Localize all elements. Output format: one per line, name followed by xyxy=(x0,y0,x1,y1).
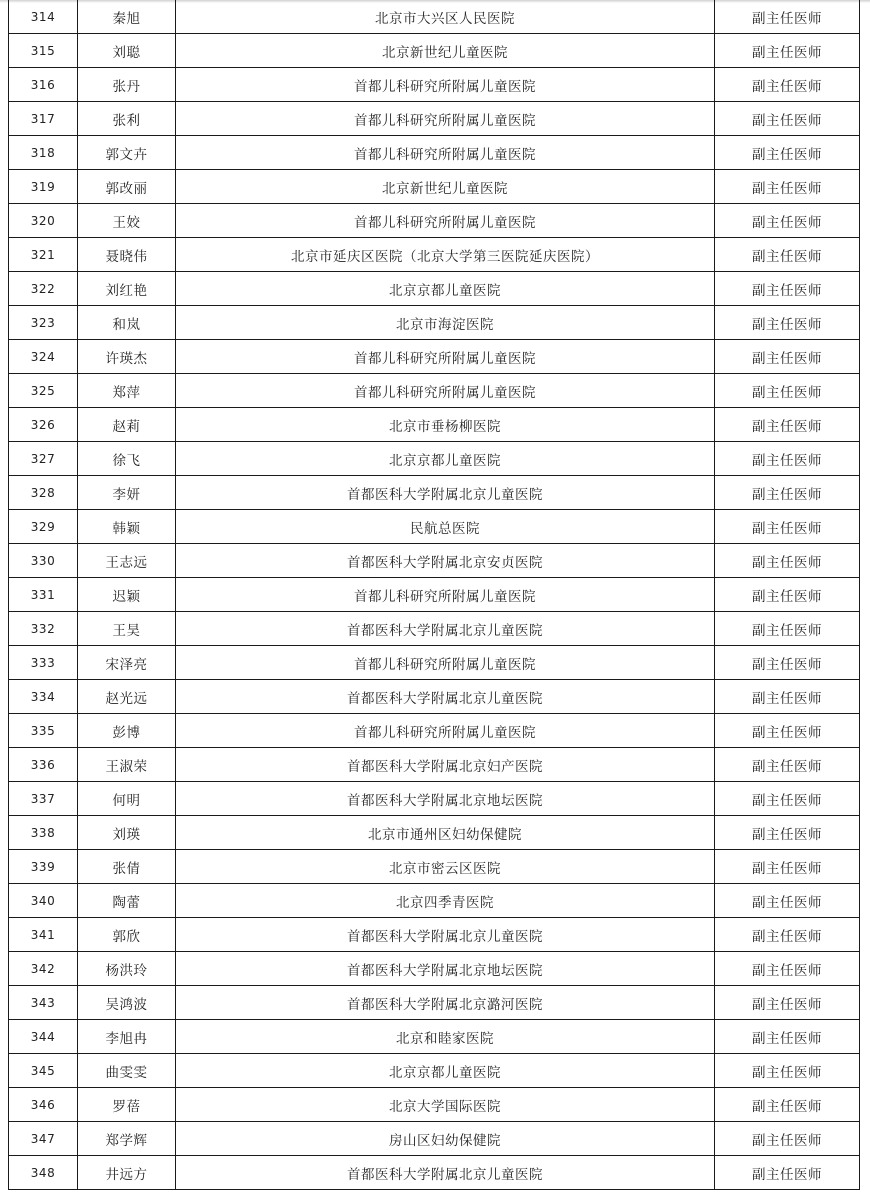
physician-name-cell: 韩颖 xyxy=(78,510,176,544)
professional-title-cell: 副主任医师 xyxy=(715,1054,860,1088)
hospital-name-cell: 首都医科大学附属北京地坛医院 xyxy=(176,952,715,986)
hospital-name-cell: 首都儿科研究所附属儿童医院 xyxy=(176,136,715,170)
row-number-cell: 327 xyxy=(9,442,78,476)
table-body xyxy=(9,0,860,1190)
table-row xyxy=(9,170,860,204)
row-number-cell: 333 xyxy=(9,646,78,680)
hospital-name-cell: 首都儿科研究所附属儿童医院 xyxy=(176,374,715,408)
table-row xyxy=(9,816,860,850)
table-row xyxy=(9,714,860,748)
table-row xyxy=(9,952,860,986)
row-number-cell: 336 xyxy=(9,748,78,782)
table-row xyxy=(9,510,860,544)
physician-name-cell: 王昊 xyxy=(78,612,176,646)
hospital-name-cell: 首都医科大学附属北京潞河医院 xyxy=(176,986,715,1020)
table-row xyxy=(9,986,860,1020)
professional-title-cell: 副主任医师 xyxy=(715,816,860,850)
hospital-name-cell: 民航总医院 xyxy=(176,510,715,544)
table-row xyxy=(9,646,860,680)
hospital-name-cell: 首都医科大学附属北京儿童医院 xyxy=(176,680,715,714)
professional-title-cell: 副主任医师 xyxy=(715,272,860,306)
professional-title-cell: 副主任医师 xyxy=(715,1020,860,1054)
professional-title-cell: 副主任医师 xyxy=(715,340,860,374)
row-number-cell: 324 xyxy=(9,340,78,374)
physician-name-cell: 迟颖 xyxy=(78,578,176,612)
physician-name-cell: 秦旭 xyxy=(78,0,176,34)
hospital-name-cell: 北京市延庆区医院（北京大学第三医院延庆医院） xyxy=(176,238,715,272)
professional-title-cell: 副主任医师 xyxy=(715,578,860,612)
professional-title-cell: 副主任医师 xyxy=(715,204,860,238)
hospital-name-cell: 北京四季青医院 xyxy=(176,884,715,918)
physician-name-cell: 赵莉 xyxy=(78,408,176,442)
physician-name-cell: 刘红艳 xyxy=(78,272,176,306)
physician-name-cell: 井远方 xyxy=(78,1156,176,1190)
professional-title-cell: 副主任医师 xyxy=(715,1088,860,1122)
table-row xyxy=(9,476,860,510)
physician-name-cell: 郑学辉 xyxy=(78,1122,176,1156)
professional-title-cell: 副主任医师 xyxy=(715,918,860,952)
professional-title-cell: 副主任医师 xyxy=(715,374,860,408)
hospital-name-cell: 首都医科大学附属北京儿童医院 xyxy=(176,918,715,952)
professional-title-cell: 副主任医师 xyxy=(715,306,860,340)
row-number-cell: 322 xyxy=(9,272,78,306)
physician-name-cell: 许瑛杰 xyxy=(78,340,176,374)
row-number-cell: 328 xyxy=(9,476,78,510)
physician-name-cell: 李旭冉 xyxy=(78,1020,176,1054)
physician-name-cell: 吴鸿波 xyxy=(78,986,176,1020)
physician-name-cell: 宋泽亮 xyxy=(78,646,176,680)
professional-title-cell: 副主任医师 xyxy=(715,952,860,986)
professional-title-cell: 副主任医师 xyxy=(715,442,860,476)
professional-title-cell: 副主任医师 xyxy=(715,238,860,272)
row-number-cell: 331 xyxy=(9,578,78,612)
hospital-name-cell: 北京新世纪儿童医院 xyxy=(176,34,715,68)
physician-name-cell: 张丹 xyxy=(78,68,176,102)
hospital-name-cell: 首都医科大学附属北京儿童医院 xyxy=(176,612,715,646)
table-row xyxy=(9,680,860,714)
professional-title-cell: 副主任医师 xyxy=(715,850,860,884)
hospital-name-cell: 首都儿科研究所附属儿童医院 xyxy=(176,204,715,238)
row-number-cell: 329 xyxy=(9,510,78,544)
hospital-name-cell: 首都儿科研究所附属儿童医院 xyxy=(176,646,715,680)
hospital-name-cell: 房山区妇幼保健院 xyxy=(176,1122,715,1156)
hospital-name-cell: 首都儿科研究所附属儿童医院 xyxy=(176,68,715,102)
row-number-cell: 339 xyxy=(9,850,78,884)
row-number-cell: 317 xyxy=(9,102,78,136)
hospital-name-cell: 北京大学国际医院 xyxy=(176,1088,715,1122)
physician-name-cell: 何明 xyxy=(78,782,176,816)
row-number-cell: 318 xyxy=(9,136,78,170)
table-row xyxy=(9,272,860,306)
hospital-name-cell: 首都儿科研究所附属儿童医院 xyxy=(176,340,715,374)
physician-name-cell: 郭改丽 xyxy=(78,170,176,204)
physician-name-cell: 彭博 xyxy=(78,714,176,748)
physician-name-cell: 杨洪玲 xyxy=(78,952,176,986)
hospital-name-cell: 北京市大兴区人民医院 xyxy=(176,0,715,34)
row-number-cell: 335 xyxy=(9,714,78,748)
physician-name-cell: 张利 xyxy=(78,102,176,136)
row-number-cell: 344 xyxy=(9,1020,78,1054)
table-row xyxy=(9,612,860,646)
professional-title-cell: 副主任医师 xyxy=(715,34,860,68)
hospital-name-cell: 首都儿科研究所附属儿童医院 xyxy=(176,578,715,612)
hospital-name-cell: 首都医科大学附属北京安贞医院 xyxy=(176,544,715,578)
table-row xyxy=(9,442,860,476)
professional-title-cell: 副主任医师 xyxy=(715,680,860,714)
physician-name-cell: 刘聪 xyxy=(78,34,176,68)
hospital-name-cell: 首都医科大学附属北京儿童医院 xyxy=(176,476,715,510)
professional-title-cell: 副主任医师 xyxy=(715,1122,860,1156)
table-row xyxy=(9,374,860,408)
hospital-name-cell: 北京京都儿童医院 xyxy=(176,442,715,476)
physician-name-cell: 和岚 xyxy=(78,306,176,340)
table-row xyxy=(9,68,860,102)
table-row xyxy=(9,1156,860,1190)
table-row xyxy=(9,1122,860,1156)
hospital-name-cell: 首都儿科研究所附属儿童医院 xyxy=(176,102,715,136)
physician-name-cell: 陶蕾 xyxy=(78,884,176,918)
table-row xyxy=(9,884,860,918)
hospital-name-cell: 北京京都儿童医院 xyxy=(176,272,715,306)
table-row xyxy=(9,340,860,374)
table-row xyxy=(9,1020,860,1054)
physician-name-cell: 徐飞 xyxy=(78,442,176,476)
row-number-cell: 321 xyxy=(9,238,78,272)
row-number-cell: 346 xyxy=(9,1088,78,1122)
professional-title-cell: 副主任医师 xyxy=(715,646,860,680)
hospital-name-cell: 北京新世纪儿童医院 xyxy=(176,170,715,204)
row-number-cell: 315 xyxy=(9,34,78,68)
table-row xyxy=(9,782,860,816)
hospital-name-cell: 北京市通州区妇幼保健院 xyxy=(176,816,715,850)
hospital-name-cell: 北京京都儿童医院 xyxy=(176,1054,715,1088)
professional-title-cell: 副主任医师 xyxy=(715,748,860,782)
professional-title-cell: 副主任医师 xyxy=(715,986,860,1020)
table-row xyxy=(9,1088,860,1122)
row-number-cell: 342 xyxy=(9,952,78,986)
professional-title-cell: 副主任医师 xyxy=(715,714,860,748)
row-number-cell: 330 xyxy=(9,544,78,578)
hospital-name-cell: 北京市海淀医院 xyxy=(176,306,715,340)
row-number-cell: 343 xyxy=(9,986,78,1020)
physician-name-cell: 郭文卉 xyxy=(78,136,176,170)
professional-title-cell: 副主任医师 xyxy=(715,782,860,816)
row-number-cell: 348 xyxy=(9,1156,78,1190)
row-number-cell: 334 xyxy=(9,680,78,714)
row-number-cell: 347 xyxy=(9,1122,78,1156)
row-number-cell: 325 xyxy=(9,374,78,408)
table-row xyxy=(9,0,860,34)
physician-name-cell: 王姣 xyxy=(78,204,176,238)
physician-name-cell: 郑萍 xyxy=(78,374,176,408)
row-number-cell: 332 xyxy=(9,612,78,646)
table-row xyxy=(9,136,860,170)
table-row xyxy=(9,850,860,884)
table-row xyxy=(9,544,860,578)
professional-title-cell: 副主任医师 xyxy=(715,612,860,646)
hospital-name-cell: 首都医科大学附属北京地坛医院 xyxy=(176,782,715,816)
row-number-cell: 337 xyxy=(9,782,78,816)
hospital-name-cell: 北京市密云区医院 xyxy=(176,850,715,884)
physician-name-cell: 曲雯雯 xyxy=(78,1054,176,1088)
table-row xyxy=(9,306,860,340)
row-number-cell: 320 xyxy=(9,204,78,238)
physician-name-cell: 罗蓓 xyxy=(78,1088,176,1122)
table-row xyxy=(9,204,860,238)
row-number-cell: 338 xyxy=(9,816,78,850)
row-number-cell: 314 xyxy=(9,0,78,34)
professional-title-cell: 副主任医师 xyxy=(715,476,860,510)
physician-name-cell: 郭欣 xyxy=(78,918,176,952)
professional-title-cell: 副主任医师 xyxy=(715,136,860,170)
physician-name-cell: 王淑荣 xyxy=(78,748,176,782)
physician-name-cell: 王志远 xyxy=(78,544,176,578)
row-number-cell: 341 xyxy=(9,918,78,952)
physician-name-cell: 张倩 xyxy=(78,850,176,884)
hospital-name-cell: 北京市垂杨柳医院 xyxy=(176,408,715,442)
table-row xyxy=(9,34,860,68)
row-number-cell: 323 xyxy=(9,306,78,340)
professional-title-cell: 副主任医师 xyxy=(715,510,860,544)
physician-name-cell: 聂晓伟 xyxy=(78,238,176,272)
professional-title-cell: 副主任医师 xyxy=(715,408,860,442)
hospital-name-cell: 首都医科大学附属北京儿童医院 xyxy=(176,1156,715,1190)
professional-title-cell: 副主任医师 xyxy=(715,170,860,204)
row-number-cell: 345 xyxy=(9,1054,78,1088)
professional-title-cell: 副主任医师 xyxy=(715,1156,860,1190)
row-number-cell: 316 xyxy=(9,68,78,102)
hospital-name-cell: 首都医科大学附属北京妇产医院 xyxy=(176,748,715,782)
hospital-name-cell: 首都儿科研究所附属儿童医院 xyxy=(176,714,715,748)
row-number-cell: 326 xyxy=(9,408,78,442)
professional-title-cell: 副主任医师 xyxy=(715,884,860,918)
physician-name-cell: 李妍 xyxy=(78,476,176,510)
physician-name-cell: 赵光远 xyxy=(78,680,176,714)
physician-name-cell: 刘瑛 xyxy=(78,816,176,850)
physician-list-table xyxy=(8,0,860,1190)
table-row xyxy=(9,408,860,442)
professional-title-cell: 副主任医师 xyxy=(715,544,860,578)
document-sheet xyxy=(8,0,860,1198)
table-row xyxy=(9,748,860,782)
table-row xyxy=(9,578,860,612)
professional-title-cell: 副主任医师 xyxy=(715,0,860,34)
table-row xyxy=(9,238,860,272)
table-row xyxy=(9,102,860,136)
row-number-cell: 340 xyxy=(9,884,78,918)
table-row xyxy=(9,918,860,952)
row-number-cell: 319 xyxy=(9,170,78,204)
table-row xyxy=(9,1054,860,1088)
professional-title-cell: 副主任医师 xyxy=(715,68,860,102)
professional-title-cell: 副主任医师 xyxy=(715,102,860,136)
hospital-name-cell: 北京和睦家医院 xyxy=(176,1020,715,1054)
